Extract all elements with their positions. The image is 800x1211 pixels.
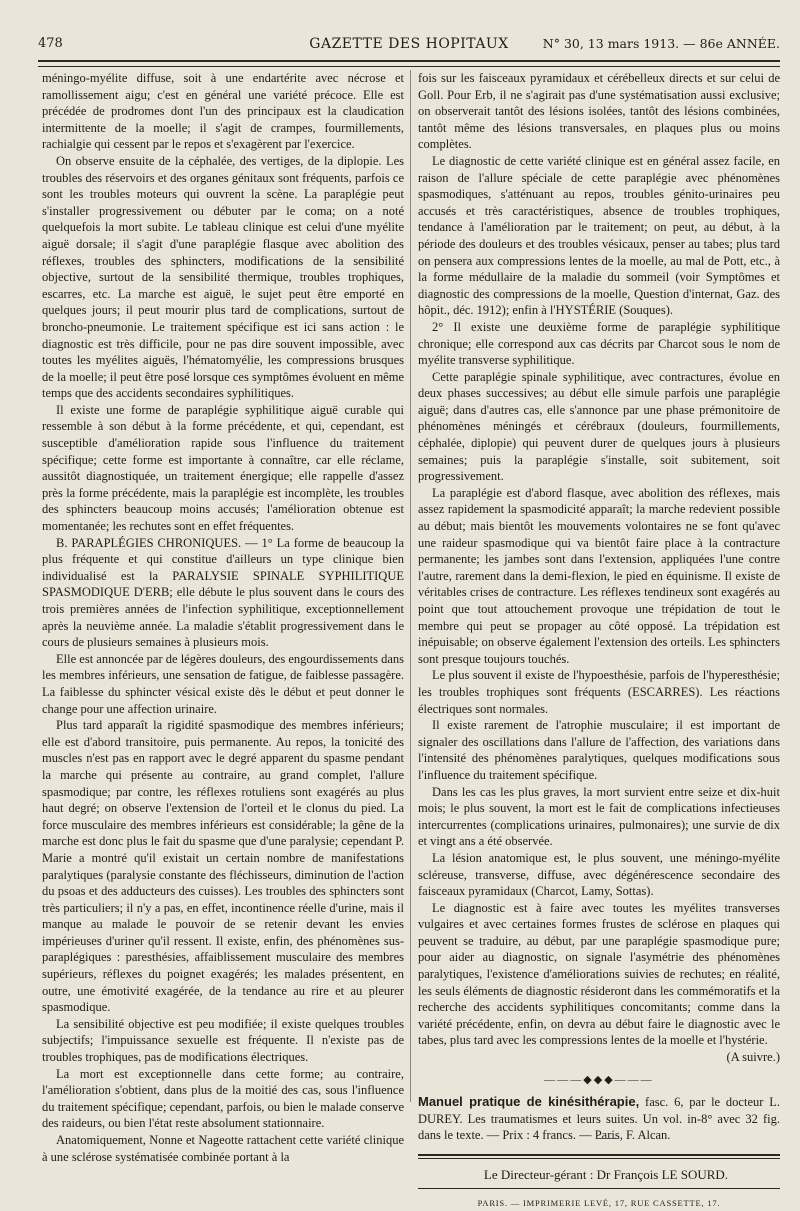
paragraph: B. PARAPLÉGIES CHRONIQUES. — 1° La forme de beaucoup la plus fréquente et qui constitue d'ailleurs un type clinique bien individualisé est la PARALYSIE SPINALE SYPHILITIQUE SPASMODIQUE D'ERB; elle débute le plus souvent dans le cours des trois premières années de l'infection syphilitique, exceptionnellement après la neuvième année. La maladie s'établit progressivement dans le cours de plusieurs semaines à plusieurs mois.	[42, 535, 404, 650]
paragraph: 2° Il existe une deuxième forme de paraplégie syphilitique chronique; elle correspond aux cas décrits par Charcot sous le nom de myélite transverse syphilitique.	[418, 319, 780, 368]
paragraph: Il existe rarement de l'atrophie musculaire; il est important de signaler des oscillations dans l'allure de l'affection, des variations dans l'intensité des phénomènes paralytiques, quelques modifications sous l'influence du traitement spécifique.	[418, 718, 780, 782]
book-title: Manuel pratique de kinésithérapie,	[418, 1094, 640, 1110]
to-be-continued: (A suivre.)	[726, 1050, 780, 1065]
paragraph: Cette paraplégie spinale syphilitique, avec contractures, évolue en deux phases successives; au début elle simule parfois une paraplégie aiguë; dans d'autres cas, elle s'annonce par une phase prémonitoire de phénomènes méningés et cérébraux (douleurs, fourmillements, céphalée, diplopie) qui peuvent durer de quelques jours à plusieurs semaines; puis la paraplégie s'installe, soit subitement, soit progressivement.	[418, 369, 780, 484]
issue-info: N° 30, 13 mars 1913. — 86e ANNÉE.	[542, 36, 780, 51]
journal-title: GAZETTE DES HOPITAUX	[309, 36, 509, 52]
right-column	[418, 70, 780, 1211]
footer-rule	[418, 1154, 780, 1159]
paragraph: Le diagnostic de cette variété clinique est en général assez facile, en raison de l'allure spéciale de cette paraplégie avec phénomènes spasmodiques, s'atténuant au repos, troubles génito-urinaires peu accusés et très caractéristiques, absence de troubles trophiques, tendance à l'amélioration par le traitement; on peut, au début, à la période des douleurs et des troubles vésicaux, penser au tabes; plus tard on pensera aux compressions lentes de la moelle, au mal de Pott, etc., à la forme médullaire de la maladie du sommeil (voir Symptômes et diagnostic des compressions de la moelle, Question d'internat, Gaz. des hôpit., déc. 1912); enfin à l'HYSTÉRIE (Souques).	[418, 153, 780, 318]
paragraph: Il existe une forme de paraplégie syphilitique aiguë curable qui ressemble à son début à la forme précédente, et qui, cependant, est susceptible d'amélioration rapide sous l'influence du traitement spécifique; cette forme est importante à connaître, car elle réclame, aussitôt diagnostiquée, un traitement énergique; elle rappelle d'assez près la forme précédente, mais la paraplégie est incomplète, les troubles des sphincters beaucoup moins accusés; l'amélioration obtenue est momentanée; les rechutes sont en effet fréquentes.	[42, 402, 404, 534]
page-number: 478	[38, 36, 63, 51]
paragraph: Anatomiquement, Nonne et Nageotte rattachent cette variété clinique à une sclérose systématisée combinée portant à la	[42, 1133, 404, 1164]
book-notice	[418, 1094, 780, 1144]
page-mark	[596, 1138, 618, 1147]
page-header	[38, 36, 780, 62]
column-separator	[410, 70, 411, 1102]
imprint-rule	[418, 1188, 780, 1189]
paragraph: Le plus souvent il existe de l'hypoesthésie, parfois de l'hyperesthésie; les troubles trophiques sont fréquents (ESCARRES). Les réactions électriques sont normales.	[418, 668, 780, 716]
section-divider: ———◆◆◆———	[544, 1073, 654, 1086]
paragraph: méningo-myélite diffuse, soit à une endartérite avec nécrose et ramollissement aigu; c'est en général une variété précoce. Elle est précédée de prodromes dont l'un des principaux est la claudication intermittente de la moelle; il s'agit de crampes, fourmillements, rachialgie qui cessent par le repos et s'exagèrent par l'exercice.	[42, 71, 404, 152]
paragraph: Le diagnostic est à faire avec toutes les myélites transverses vulgaires et avec certaines formes frustes de sclérose en plaques qui peuvent se traduire, au début, par une paraplégie spasmodique pure; pour aider au diagnostic, on signale l'asymétrie des phénomènes paralytiques, l'existence d'améliorations suivies de rechutes; en réalité, les seuls éléments de diagnostic résideront dans les commémoratifs et la recherche des accidents syphilitiques concomitants; comme dans la variété précédente, enfin, on devra au début faire le diagnostic avec le tabes, plus tard avec les compressions lentes de la moelle et l'hystérie.	[418, 900, 780, 1048]
paragraph: La lésion anatomique est, le plus souvent, une méningo-myélite scléreuse, transverse, diffuse, avec dégénérescence secondaire des faisceaux pyramidaux (Charcot, Lamy, Sottas).	[418, 850, 780, 899]
paragraph: Dans les cas les plus graves, la mort survient entre seize et dix-huit mois; le plus souvent, la mort est le fait de complications infectieuses intercurrentes (complications urinaires, pulmonaires); une survie de dix et vingt ans a été observée.	[418, 784, 780, 849]
left-column	[42, 70, 404, 1165]
director-line: Le Directeur-gérant : Dr François LE SOURD.	[483, 1167, 729, 1182]
paragraph: Plus tard apparaît la rigidité spasmodique des membres inférieurs; elle est d'abord transitoire, puis permanente. Au repos, la tonicité des muscles n'est pas en rapport avec le degré apparent du spasme pendant la marche qui présente au contraire, au grand complet, l'allure spasmodique; par contre, les réflexes rotuliens sont exagérés au plus haut degré; on observe l'extension de l'orteil et le clonus du pied. La force musculaire des membres inférieurs est considérable; la gêne de la marche est donc plus le fait du spasme que d'une paralysie; cependant P. Marie a montré qu'il existait un certain nombre de manifestations paralytiques (paralysie constante des fléchisseurs, diminution de l'action du psoas et des adducteurs des cuisses). Les troubles des sphincters sont très particuliers; il n'y a pas, en effet, incontinence réelle d'urine, mais il manque au malade le pouvoir de se retenir devant les envies impérieuses d'uriner qu'il ressent. Il existe, enfin, des phénomènes sus-paraplégiques : paresthésies, affaiblissement musculaire des membres supérieurs, réflexes du poignet exagérés; les malades présentent, en outre, une émotivité exagérée, de la tendance au rire et au pleurer spasmodique.	[42, 718, 404, 1015]
paragraph: La mort est exceptionnelle dans cette forme; au contraire, l'amélioration s'obtient, dans plus de la moitié des cas, sous l'influence du traitement spécifique; cependant, parfois, ou bien le malade conserve des raideurs, ou bien l'état reste absolument stationnaire.	[42, 1066, 404, 1131]
paragraph: La sensibilité objective est peu modifiée; il existe quelques troubles subjectifs; l'impuissance sexuelle est fréquente. Il n'existe pas de troubles trophiques, pas de modifications électriques.	[42, 1016, 404, 1065]
printer-imprint: PARIS. — IMPRIMERIE LEVÉ, 17, RUE CASSETTE, 17.	[477, 1197, 721, 1208]
paragraph: La paraplégie est d'abord flasque, avec abolition des réflexes, mais assez rapidement la spasmodicité apparaît; la marche redevient possible au début; mais bientôt les mouvements volontaires ne se font qu'avec une raideur spasmodique qui va bientôt faire place à la contracture permanente; les jambes sont dans l'extension, appliquées l'une contre l'autre, rarement dans la demi-flexion, le pied en équinisme. Il existe de véritables crises de contracture. Les réflexes tendineux sont exagérés au point que tout attouchement provoque une trépidation de tout le membre qui peut se propager au côté opposé. La trépidation est inépuisable; on observe également l'extension des orteils. Les sphincters sont presque toujours touchés.	[418, 485, 780, 666]
paragraph: Elle est annoncée par de légères douleurs, des engourdissements dans les membres inférieurs, une sensation de fatigue, de faiblesse passagère. La faiblesse du sphincter vésical existe dès le début et peut donner le change pour une affection urinaire.	[42, 651, 404, 716]
book-details: fasc. 6, par le docteur L. DUREY. Les traumatismes et leurs suites. Un vol. in-8° avec 32 fig. dans le texte. — Prix : 4 francs. — Paris, F. Alcan.	[418, 1095, 780, 1143]
paragraph: On observe ensuite de la céphalée, des vertiges, de la diplopie. Les troubles des réservoirs et des organes génitaux sont fréquents, parfois ce sont les troubles moteurs qui ouvrent la scène. La paraplégie peut s'installer progressivement ou débuter par le coma; on a noté quelquefois la mort subite. Le tableau clinique est celui d'une myélite aiguë dorsale; il s'agit d'une paraplégie flasque avec abolition des réflexes, troubles des sphincters, modifications de la sensibilité objective, surtout de la sensibilité thermique, troubles trophiques, escarres, etc. La marche est aiguë, le sujet peut être emporté en quelques jours; il peut mourir plus tard de complications, surtout de broncho-pneumonie. Le traitement spécifique est ici sans action : le diagnostic est très difficile, pour ne pas dire souvent impossible, avec toutes les myélites aiguës, l'hématomyélie, les compressions brusques de la moelle; il peut être posé lorsque ces symptômes évoluent en même temps que des accidents secondaires syphilitiques.	[42, 153, 404, 401]
header-rule	[38, 60, 780, 67]
paragraph: fois sur les faisceaux pyramidaux et cérébelleux directs et sur celui de Goll. Pour Erb, il ne s'agirait pas d'une systématisation aussi exclusive; on observerait tantôt des lésions isolées, tantôt des lésions combinées, tantôt même des lésions transversales, en plaques plus ou moins complètes.	[418, 71, 780, 152]
